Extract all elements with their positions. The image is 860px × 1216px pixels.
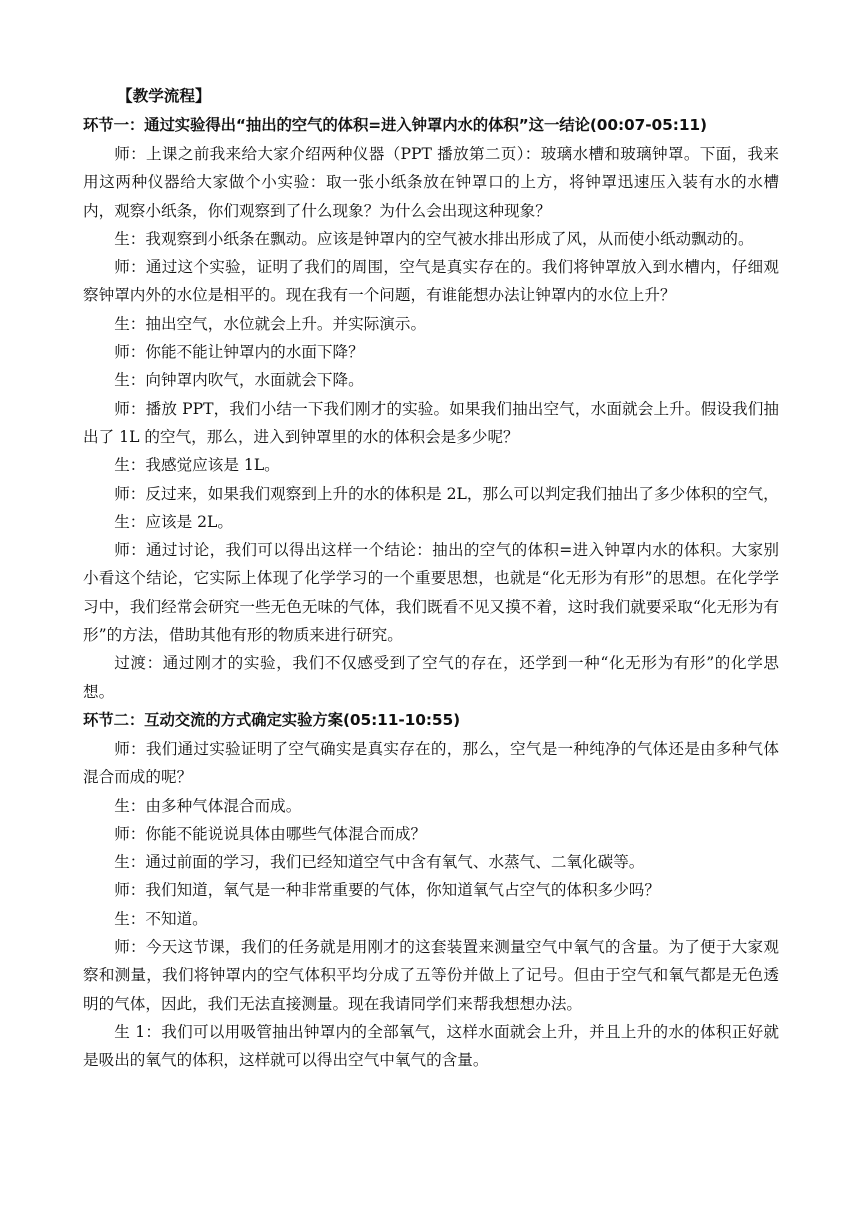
paragraph: 师：今天这节课，我们的任务就是用刚才的这套装置来测量空气中氧气的含量。为了便于大家观察和测量，我们将钟罩内的空气体积平均分成了五等份并做上了记号。但由于空气和氧气都是无色透明的气体，因此，我们无法直接测量。现在我请同学们来帮我想想办法。 <box>83 938 779 1013</box>
paragraph: 师：通过这个实验，证明了我们的周围，空气是真实存在的。我们将钟罩放入到水槽内，仔细观察钟罩内外的水位是相平的。现在我有一个问题，有谁能想办法让钟罩内的水位上升？ <box>83 258 779 305</box>
paragraph: 师：反过来，如果我们观察到上升的水的体积是 2L，那么可以判定我们抽出了多少体积的空气， <box>114 484 779 503</box>
section-2-body <box>83 735 779 1075</box>
paragraph: 生：不知道。 <box>114 909 208 928</box>
paragraph: 师：你能不能让钟罩内的水面下降？ <box>114 343 364 362</box>
paragraph: 师：你能不能说说具体由哪些气体混合而成？ <box>114 824 427 843</box>
paragraph: 生：应该是 2L。 <box>114 512 233 531</box>
section-1-heading: 环节一：通过实验得出“抽出的空气的体积=进入钟罩内水的体积”这一结论(00:07-05:11) <box>83 116 707 134</box>
paragraph: 生 1：我们可以用吸管抽出钟罩内的全部氧气，这样水面就会上升，并且上升的水的体积正好就是吸出的氧气的体积，这样就可以得出空气中氧气的含量。 <box>83 1022 779 1070</box>
paragraph: 过渡：通过刚才的实验，我们不仅感受到了空气的存在，还学到一种“化无形为有形”的化学思想。 <box>83 654 779 701</box>
paragraph: 师：通过讨论，我们可以得出这样一个结论：抽出的空气的体积=进入钟罩内水的体积。大家别小看这个结论，它实际上体现了化学学习的一个重要思想，也就是“化无形为有形”的思想。在化学学习中，我们经常会研究一些无色无味的气体，我们既看不见又摸不着，这时我们就要采取“化无形为有形”的方法，借助其他有形的物质来进行研究。 <box>83 541 779 645</box>
section-1-body <box>83 140 779 706</box>
section-2-heading: 环节二：互动交流的方式确定实验方案(05:11-10:55) <box>83 710 461 729</box>
paragraph: 师：上课之前我来给大家介绍两种仪器（PPT 播放第二页）：玻璃水槽和玻璃钟罩。下面，我来用这两种仪器给大家做个小实验：取一张小纸条放在钟罩口的上方，将钟罩迅速压入装有水的水槽内，观察小纸条，你们观察到了什么现象？为什么会出现这种现象？ <box>83 145 779 220</box>
paragraph: 生：由多种气体混合而成。 <box>114 796 302 815</box>
paragraph: 生：我观察到小纸条在飘动。应该是钟罩内的空气被水排出形成了风，从而使小纸动飘动的。 <box>114 229 754 248</box>
paragraph: 生：通过前面的学习，我们已经知道空气中含有氧气、水蒸气、二氧化碳等。 <box>114 853 645 872</box>
paragraph: 生：向钟罩内吹气，水面就会下降。 <box>114 371 364 390</box>
doc-title: 【教学流程】 <box>117 87 211 105</box>
paragraph: 师：我们通过实验证明了空气确实是真实存在的，那么，空气是一种纯净的气体还是由多种气体混合而成的呢？ <box>83 739 779 787</box>
paragraph: 师：播放 PPT，我们小结一下我们刚才的实验。如果我们抽出空气，水面就会上升。假设我们抽出了 1L 的空气，那么，进入到钟罩里的水的体积会是多少呢？ <box>83 399 779 446</box>
paragraph: 生：抽出空气，水位就会上升。并实际演示。 <box>114 314 427 333</box>
paragraph: 师：我们知道，氧气是一种非常重要的气体，你知道氧气占空气的体积多少吗？ <box>114 881 660 900</box>
paragraph: 生：我感觉应该是 1L。 <box>114 456 280 475</box>
document-page <box>83 82 779 1075</box>
